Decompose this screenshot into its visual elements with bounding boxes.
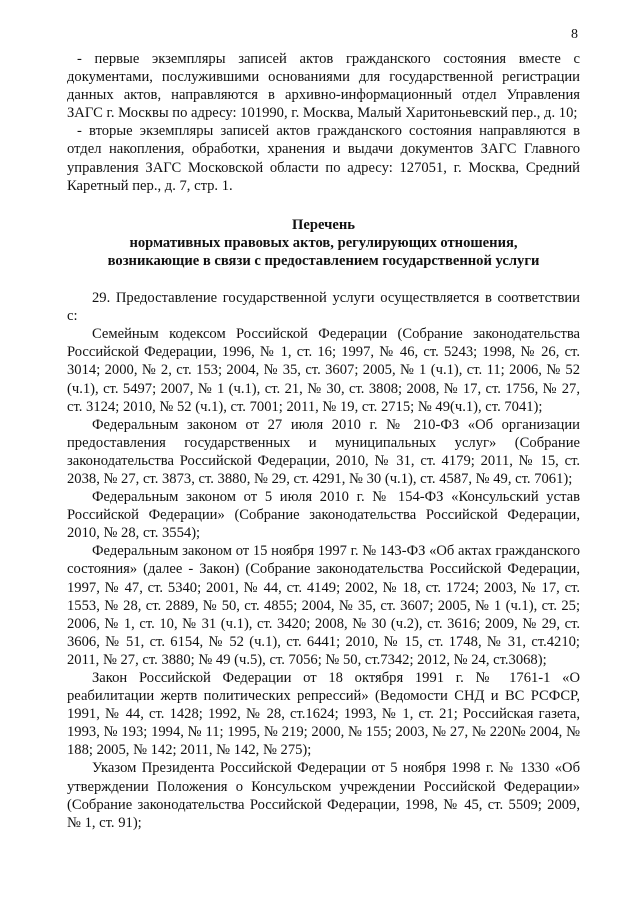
intro-paragraph-1: - первые экземпляры записей актов гражданского состояния вместе с документами, послужившими основаниями для государственной регистрации данных актов, направляются в архивно-информационный отдел Управления ЗАГС г. Москвы по адресу: 101990, г. Москва, Малый Харитоньевский пер., д. 10; (67, 51, 580, 122)
act-law-143fz: Федеральным законом от 15 ноября 1997 г. № 143-ФЗ «Об актах гражданского состояния» (далее - Закон) (Собрание законодательства Российской Федерации, 1997, № 47, ст. 5340; 2001, № 44, ст. 4149; 2002, № 18, ст. 1724; 2003, № 17, ст. 1553, № 28, ст. 2889, № 50, ст. 4855; 2004, № 35, ст. 3607; 2005, № 1 (ч.1), ст. 25; 2006, № 1, ст. 10, № 31 (ч.1), ст. 3420; 2008, № 30 (ч.2), ст. 3616; 2009, № 29, ст. 3606, № 51, ст. 6154, № 52 (ч.1), ст. 6441; 2010, № 15, ст. 1748, № 31, ст.4210; 2011, № 27, ст. 3880; № 49 (ч.5), ст. 7056; № 50, ст.7342; 2012, № 24, ст.3068); (67, 543, 580, 668)
page-number: 8 (571, 27, 578, 42)
intro-paragraph-2: - вторые экземпляры записей актов гражданского состояния направляются в отдел накопления, обработки, хранения и выдачи документов ЗАГС Главного управления ЗАГС Московской области по адресу: 127051, г. Москва, Средний Каретный пер., д. 7, стр. 1. (67, 123, 580, 194)
act-law-154fz: Федеральным законом от 5 июля 2010 г. № 154-ФЗ «Консульский устав Российской Федерации» (Собрание законодательства Российской Федерации, 2010, № 28, ст. 3554); (67, 489, 580, 542)
section-title (67, 216, 580, 270)
item-29-paragraph: 29. Предоставление государственной услуги осуществляется в соответствии с: (67, 290, 580, 325)
act-law-210fz: Федеральным законом от 27 июля 2010 г. № 210-ФЗ «Об организации предоставления государственных и муниципальных услуг» (Собрание законодательства Российской Федерации, 2010, № 31, ст. 4179; 2011, № 15, ст. 2038, № 27, ст. 3873, ст. 3880, № 29, ст. 4291, № 30 (ч.1), ст. 4587, № 49, ст. 7061); (67, 416, 580, 487)
act-law-1761-1: Закон Российской Федерации от 18 октября 1991 г. № 1761-1 «О реабилитации жертв политических репрессий» (Ведомости СНД и ВС РСФСР, 1991, № 44, ст. 1428; 1992, № 28, ст.1624; 1993, № 1, ст. 21; Российская газета, 1993, № 193; 1994, № 11; 1995, № 219; 2000, № 155; 2003, № 27, № 220№ 2004, № 188; 2005, № 142; 2011, № 142, № 275); (67, 670, 580, 759)
section-title-line-1: Перечень (292, 216, 355, 233)
act-family-code: Семейным кодексом Российской Федерации (Собрание законодательства Российской Федерации, 1996, № 1, ст. 16; 1997, № 46, ст. 5243; 1998, № 26, ст. 3014; 2000, № 2, ст. 153; 2004, № 35, ст. 3607; 2005, № 1 (ч.1), ст. 11; 2006, № 52 (ч.1), ст. 5497; 2007, № 1 (ч.1), ст. 21, № 30, ст. 3808; 2008, № 17, ст. 1756, № 27, ст. 3124; 2010, № 52 (ч.1), ст. 7001; 2011, № 19, ст. 2715; № 49(ч.1), ст. 7041); (67, 326, 580, 415)
act-decree-1330: Указом Президента Российской Федерации от 5 ноября 1998 г. № 1330 «Об утверждении Положения о Консульском учреждении Российской Федерации» (Собрание законодательства Российской Федерации, 1998, № 45, ст. 5509; 2009, № 1, ст. 91); (67, 760, 580, 831)
document-body (67, 0, 580, 832)
section-title-line-2: нормативных правовых актов, регулирующих отношения, (129, 234, 518, 251)
section-title-line-3: возникающие в связи с предоставлением государственной услуги (107, 252, 540, 269)
